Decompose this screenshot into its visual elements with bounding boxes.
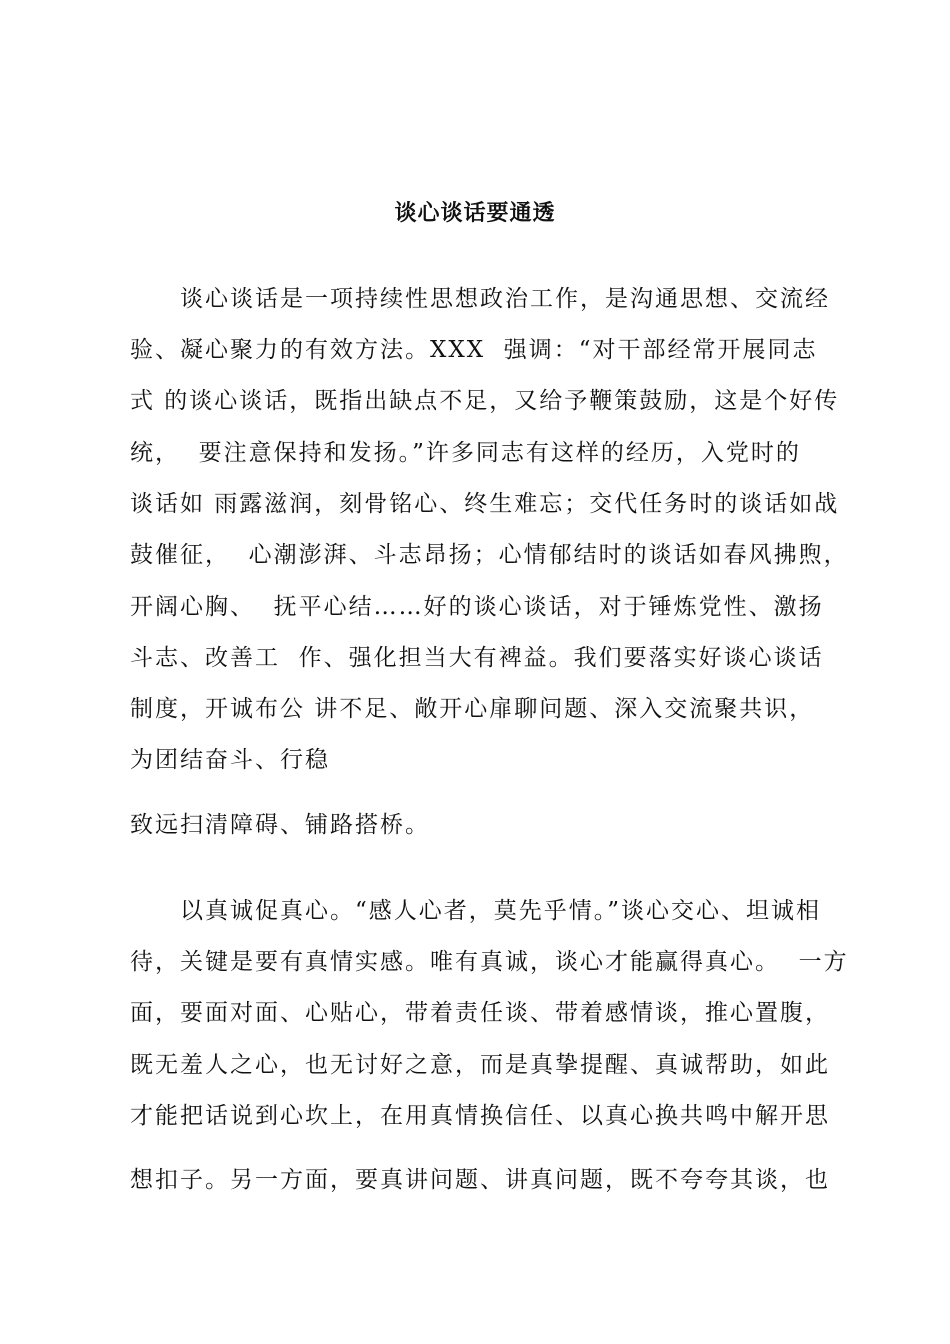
paragraph1-line-2: 验、凝心聚力的有效方法。XXX 强调：“对干部经常开展同志 (130, 337, 818, 363)
paragraph2-line-3: 面，要面对面、心贴心，带着责任谈、带着感情谈，推心置腹， (130, 1000, 830, 1026)
paragraph2-line-2: 待，关键是要有真情实感。唯有真诚，谈心才能赢得真心。 一方 (130, 949, 849, 975)
paragraph2-line-6: 想扣子。另一方面，要真讲问题、讲真问题，既不夸夸其谈，也 (130, 1167, 830, 1193)
paragraph1-line-5: 谈话如 雨露滋润，刻骨铭心、终生难忘；交代任务时的谈话如战 (130, 491, 840, 517)
paragraph2-line-1: 以真诚促真心。“感人心者，莫先乎情。”谈心交心、坦诚相 (180, 898, 822, 924)
paragraph2-line-4: 既无羞人之心，也无讨好之意，而是真挚提醒、真诚帮助，如此 (130, 1052, 830, 1078)
paragraph1-line-10: 为团结奋斗、行稳 (130, 747, 330, 773)
paragraph1-line-3: 式 的谈心谈话，既指出缺点不足，又给予鞭策鼓励，这是个好传 (130, 388, 840, 414)
paragraph1-line-6: 鼓催征， 心潮澎湃、斗志昂扬；心情郁结时的谈话如春风拂煦， (130, 542, 849, 568)
paragraph1-line-4: 统， 要注意保持和发扬。”许多同志有这样的经历，入党时的 (130, 440, 801, 466)
paragraph1-line-1: 谈心谈话是一项持续性思想政治工作，是沟通思想、交流经 (180, 286, 830, 312)
document-title: 谈心谈话要通透 (394, 201, 556, 226)
paragraph1-line-9: 制度，开诚布公 讲不足、敞开心扉聊问题、深入交流聚共识， (130, 696, 815, 722)
paragraph2-line-5: 才能把话说到心坎上，在用真情换信任、以真心换共鸣中解开思 (130, 1103, 830, 1129)
paragraph1-line-8: 斗志、改善工 作、强化担当大有裨益。我们要落实好谈心谈话 (130, 645, 824, 671)
paragraph1-tail: 致远扫清障碍、铺路搭桥。 (130, 812, 430, 838)
paragraph1-line-7: 开阔心胸、 抚平心结……好的谈心谈话，对于锤炼党性、激扬 (130, 594, 824, 620)
